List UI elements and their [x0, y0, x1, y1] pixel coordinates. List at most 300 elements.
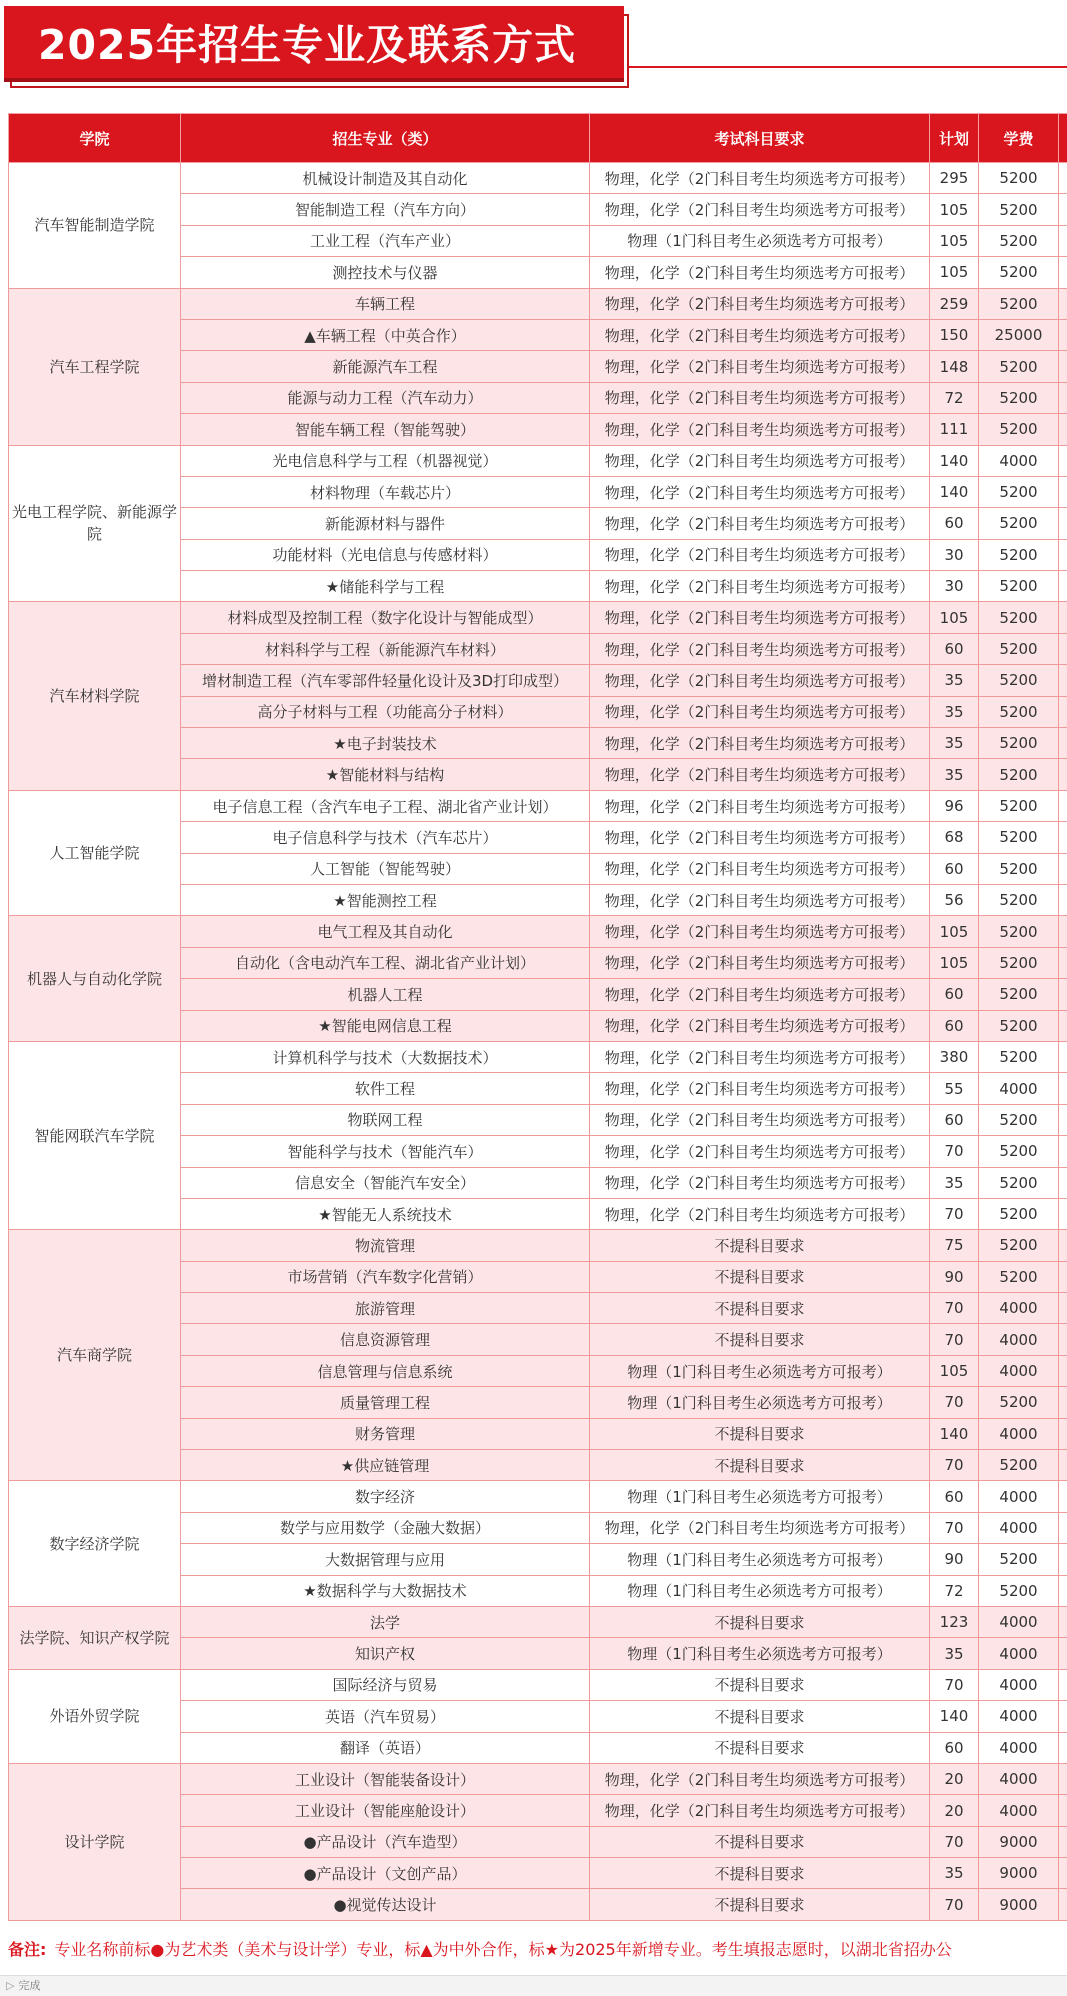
subject-requirement-cell: 不提科目要求: [590, 1732, 930, 1763]
major-cell: 数字经济: [181, 1481, 590, 1512]
major-cell: ★电子封装技术: [181, 728, 590, 759]
extra-cell: [1059, 1575, 1067, 1606]
extra-cell: [1059, 476, 1067, 507]
plan-cell: 60: [930, 633, 979, 664]
tuition-cell: 5200: [979, 728, 1059, 759]
extra-cell: [1059, 1230, 1067, 1261]
subject-requirement-cell: 物理，化学（2门科目考生均须选考方可报考）: [590, 571, 930, 602]
extra-cell: [1059, 1669, 1067, 1700]
extra-cell: [1059, 979, 1067, 1010]
extra-cell: [1059, 1136, 1067, 1167]
table-row: [9, 790, 1067, 821]
major-cell: ★智能电网信息工程: [181, 1010, 590, 1041]
subject-requirement-cell: 物理，化学（2门科目考生均须选考方可报考）: [590, 1763, 930, 1794]
plan-cell: 105: [930, 225, 979, 256]
tuition-cell: 5200: [979, 665, 1059, 696]
tuition-cell: 5200: [979, 759, 1059, 790]
tuition-cell: 5200: [979, 1198, 1059, 1229]
college-cell: 数字经济学院: [9, 1481, 181, 1607]
extra-cell: [1059, 916, 1067, 947]
subject-requirement-cell: 物理，化学（2门科目考生均须选考方可报考）: [590, 1010, 930, 1041]
extra-cell: [1059, 319, 1067, 350]
tuition-cell: 4000: [979, 1073, 1059, 1104]
tuition-cell: 5200: [979, 853, 1059, 884]
subject-requirement-cell: 物理，化学（2门科目考生均须选考方可报考）: [590, 1136, 930, 1167]
plan-cell: 70: [930, 1826, 979, 1857]
major-cell: 财务管理: [181, 1418, 590, 1449]
subject-requirement-cell: 不提科目要求: [590, 1293, 930, 1324]
extra-cell: [1059, 1638, 1067, 1669]
header-divider: [629, 66, 1067, 68]
column-header-plan: 计划: [930, 114, 979, 163]
subject-requirement-cell: 物理，化学（2门科目考生均须选考方可报考）: [590, 665, 930, 696]
plan-cell: 105: [930, 257, 979, 288]
extra-cell: [1059, 382, 1067, 413]
subject-requirement-cell: 物理，化学（2门科目考生均须选考方可报考）: [590, 916, 930, 947]
extra-cell: [1059, 1512, 1067, 1543]
major-cell: 材料物理（车载芯片）: [181, 476, 590, 507]
extra-cell: [1059, 1293, 1067, 1324]
tuition-cell: 5200: [979, 571, 1059, 602]
major-cell: 测控技术与仪器: [181, 257, 590, 288]
subject-requirement-cell: 物理，化学（2门科目考生均须选考方可报考）: [590, 1167, 930, 1198]
major-cell: 法学: [181, 1606, 590, 1637]
extra-cell: [1059, 194, 1067, 225]
subject-requirement-cell: 不提科目要求: [590, 1701, 930, 1732]
status-text: 完成: [18, 1979, 40, 1992]
college-cell: 汽车工程学院: [9, 288, 181, 445]
major-cell: 智能制造工程（汽车方向）: [181, 194, 590, 225]
plan-cell: 70: [930, 1293, 979, 1324]
major-cell: ●产品设计（文创产品）: [181, 1858, 590, 1889]
major-cell: 电气工程及其自动化: [181, 916, 590, 947]
major-cell: 新能源汽车工程: [181, 351, 590, 382]
tuition-cell: 5200: [979, 1167, 1059, 1198]
plan-cell: 70: [930, 1512, 979, 1543]
extra-cell: [1059, 163, 1067, 194]
plan-cell: 90: [930, 1544, 979, 1575]
page-title: 2025年招生专业及联系方式: [38, 14, 576, 76]
plan-cell: 35: [930, 1858, 979, 1889]
major-cell: 知识产权: [181, 1638, 590, 1669]
tuition-cell: 5200: [979, 884, 1059, 915]
subject-requirement-cell: 物理（1门科目考生必须选考方可报考）: [590, 1575, 930, 1606]
extra-cell: [1059, 1418, 1067, 1449]
major-cell: 工业设计（智能座舱设计）: [181, 1795, 590, 1826]
extra-cell: [1059, 947, 1067, 978]
note-text: 专业名称前标●为艺术类（美术与设计学）专业，标▲为中外合作，标★为2025年新增专业。考生填报志愿时，以湖北省招办公: [54, 1940, 951, 1959]
extra-cell: [1059, 508, 1067, 539]
tuition-cell: 4000: [979, 1732, 1059, 1763]
subject-requirement-cell: 物理，化学（2门科目考生均须选考方可报考）: [590, 319, 930, 350]
major-cell: 软件工程: [181, 1073, 590, 1104]
plan-cell: 90: [930, 1261, 979, 1292]
extra-cell: [1059, 696, 1067, 727]
subject-requirement-cell: 物理，化学（2门科目考生均须选考方可报考）: [590, 1104, 930, 1135]
table-row: [9, 1041, 1067, 1072]
extra-cell: [1059, 445, 1067, 476]
tuition-cell: 5200: [979, 602, 1059, 633]
subject-requirement-cell: 物理（1门科目考生必须选考方可报考）: [590, 1355, 930, 1386]
plan-cell: 75: [930, 1230, 979, 1261]
tuition-cell: 9000: [979, 1858, 1059, 1889]
tuition-cell: 5200: [979, 414, 1059, 445]
subject-requirement-cell: 不提科目要求: [590, 1669, 930, 1700]
tuition-cell: 5200: [979, 194, 1059, 225]
plan-cell: 56: [930, 884, 979, 915]
tuition-cell: 5200: [979, 476, 1059, 507]
extra-cell: [1059, 1198, 1067, 1229]
major-cell: 质量管理工程: [181, 1387, 590, 1418]
tuition-cell: 5200: [979, 382, 1059, 413]
subject-requirement-cell: 物理（1门科目考生必须选考方可报考）: [590, 1544, 930, 1575]
major-cell: ★智能材料与结构: [181, 759, 590, 790]
major-cell: 物流管理: [181, 1230, 590, 1261]
plan-cell: 70: [930, 1450, 979, 1481]
plan-cell: 70: [930, 1889, 979, 1920]
column-header-college: 学院: [9, 114, 181, 163]
tuition-cell: 9000: [979, 1826, 1059, 1857]
subject-requirement-cell: 物理，化学（2门科目考生均须选考方可报考）: [590, 790, 930, 821]
tuition-cell: 4000: [979, 445, 1059, 476]
tuition-cell: 4000: [979, 1795, 1059, 1826]
plan-cell: 60: [930, 1732, 979, 1763]
title-banner: [4, 6, 624, 82]
tuition-cell: 5200: [979, 696, 1059, 727]
tuition-cell: 5200: [979, 947, 1059, 978]
major-cell: ★智能测控工程: [181, 884, 590, 915]
footer-note: [8, 1937, 1067, 1963]
subject-requirement-cell: 物理，化学（2门科目考生均须选考方可报考）: [590, 194, 930, 225]
plan-cell: 105: [930, 1355, 979, 1386]
admissions-table: [8, 113, 1067, 1921]
plan-cell: 140: [930, 476, 979, 507]
subject-requirement-cell: 物理（1门科目考生必须选考方可报考）: [590, 1638, 930, 1669]
tuition-cell: 5200: [979, 633, 1059, 664]
subject-requirement-cell: 物理，化学（2门科目考生均须选考方可报考）: [590, 602, 930, 633]
major-cell: 自动化（含电动汽车工程、湖北省产业计划）: [181, 947, 590, 978]
tuition-cell: 5200: [979, 1104, 1059, 1135]
subject-requirement-cell: 物理，化学（2门科目考生均须选考方可报考）: [590, 979, 930, 1010]
table-row: [9, 1230, 1067, 1261]
tuition-cell: 5200: [979, 225, 1059, 256]
tuition-cell: 5200: [979, 916, 1059, 947]
major-cell: 信息资源管理: [181, 1324, 590, 1355]
tuition-cell: 5200: [979, 351, 1059, 382]
subject-requirement-cell: 物理，化学（2门科目考生均须选考方可报考）: [590, 288, 930, 319]
plan-cell: 70: [930, 1136, 979, 1167]
college-cell: 人工智能学院: [9, 790, 181, 916]
extra-cell: [1059, 1104, 1067, 1135]
status-bar: [0, 1975, 1067, 1996]
tuition-cell: 5200: [979, 1230, 1059, 1261]
subject-requirement-cell: 物理，化学（2门科目考生均须选考方可报考）: [590, 1198, 930, 1229]
plan-cell: 68: [930, 822, 979, 853]
college-cell: 光电工程学院、新能源学院: [9, 445, 181, 602]
major-cell: 能源与动力工程（汽车动力）: [181, 382, 590, 413]
table-row: [9, 163, 1067, 194]
major-cell: 信息安全（智能汽车安全）: [181, 1167, 590, 1198]
major-cell: 电子信息科学与技术（汽车芯片）: [181, 822, 590, 853]
tuition-cell: 4000: [979, 1701, 1059, 1732]
tuition-cell: 5200: [979, 1544, 1059, 1575]
extra-cell: [1059, 1889, 1067, 1920]
tuition-cell: 5200: [979, 539, 1059, 570]
extra-cell: [1059, 257, 1067, 288]
plan-cell: 70: [930, 1198, 979, 1229]
plan-cell: 96: [930, 790, 979, 821]
tuition-cell: 5200: [979, 1450, 1059, 1481]
major-cell: 材料科学与工程（新能源汽车材料）: [181, 633, 590, 664]
plan-cell: 60: [930, 979, 979, 1010]
major-cell: ★数据科学与大数据技术: [181, 1575, 590, 1606]
plan-cell: 380: [930, 1041, 979, 1072]
extra-cell: [1059, 1261, 1067, 1292]
page-status-icon: ▷: [6, 1976, 14, 1996]
tuition-cell: 5200: [979, 1261, 1059, 1292]
extra-cell: [1059, 1010, 1067, 1041]
tuition-cell: 5200: [979, 1575, 1059, 1606]
column-header-major: 招生专业（类）: [181, 114, 590, 163]
table-header-row: [9, 114, 1067, 163]
subject-requirement-cell: 不提科目要求: [590, 1450, 930, 1481]
major-cell: 工业设计（智能装备设计）: [181, 1763, 590, 1794]
plan-cell: 111: [930, 414, 979, 445]
admissions-table-container: [8, 113, 1067, 1928]
plan-cell: 35: [930, 665, 979, 696]
extra-cell: [1059, 1355, 1067, 1386]
major-cell: ●产品设计（汽车造型）: [181, 1826, 590, 1857]
table-row: [9, 1481, 1067, 1512]
plan-cell: 123: [930, 1606, 979, 1637]
major-cell: 光电信息科学与工程（机器视觉）: [181, 445, 590, 476]
subject-requirement-cell: 物理，化学（2门科目考生均须选考方可报考）: [590, 728, 930, 759]
extra-cell: [1059, 1606, 1067, 1637]
extra-cell: [1059, 602, 1067, 633]
extra-cell: [1059, 1167, 1067, 1198]
table-row: [9, 1763, 1067, 1794]
college-cell: 汽车材料学院: [9, 602, 181, 790]
column-header-subjects: 考试科目要求: [590, 114, 930, 163]
plan-cell: 105: [930, 602, 979, 633]
subject-requirement-cell: 不提科目要求: [590, 1230, 930, 1261]
subject-requirement-cell: 物理，化学（2门科目考生均须选考方可报考）: [590, 759, 930, 790]
subject-requirement-cell: 物理（1门科目考生必须选考方可报考）: [590, 1387, 930, 1418]
major-cell: 新能源材料与器件: [181, 508, 590, 539]
tuition-cell: 4000: [979, 1324, 1059, 1355]
college-cell: 机器人与自动化学院: [9, 916, 181, 1042]
subject-requirement-cell: 物理，化学（2门科目考生均须选考方可报考）: [590, 696, 930, 727]
subject-requirement-cell: 不提科目要求: [590, 1324, 930, 1355]
college-cell: 法学院、知识产权学院: [9, 1606, 181, 1669]
major-cell: ★供应链管理: [181, 1450, 590, 1481]
plan-cell: 30: [930, 571, 979, 602]
plan-cell: 60: [930, 853, 979, 884]
major-cell: 智能科学与技术（智能汽车）: [181, 1136, 590, 1167]
plan-cell: 35: [930, 759, 979, 790]
extra-cell: [1059, 414, 1067, 445]
tuition-cell: 4000: [979, 1481, 1059, 1512]
extra-cell: [1059, 1387, 1067, 1418]
tuition-cell: 4000: [979, 1418, 1059, 1449]
plan-cell: 35: [930, 728, 979, 759]
major-cell: 功能材料（光电信息与传感材料）: [181, 539, 590, 570]
table-row: [9, 445, 1067, 476]
plan-cell: 140: [930, 1418, 979, 1449]
plan-cell: 20: [930, 1795, 979, 1826]
tuition-cell: 4000: [979, 1355, 1059, 1386]
column-header-extra: [1059, 114, 1067, 163]
extra-cell: [1059, 539, 1067, 570]
major-cell: ●视觉传达设计: [181, 1889, 590, 1920]
plan-cell: 35: [930, 696, 979, 727]
subject-requirement-cell: 物理，化学（2门科目考生均须选考方可报考）: [590, 382, 930, 413]
extra-cell: [1059, 571, 1067, 602]
extra-cell: [1059, 1481, 1067, 1512]
column-header-tuition: 学费: [979, 114, 1059, 163]
subject-requirement-cell: 物理，化学（2门科目考生均须选考方可报考）: [590, 1041, 930, 1072]
major-cell: 市场营销（汽车数字化营销）: [181, 1261, 590, 1292]
table-row: [9, 1669, 1067, 1700]
major-cell: 英语（汽车贸易）: [181, 1701, 590, 1732]
plan-cell: 60: [930, 1481, 979, 1512]
extra-cell: [1059, 1041, 1067, 1072]
extra-cell: [1059, 1701, 1067, 1732]
extra-cell: [1059, 288, 1067, 319]
major-cell: 人工智能（智能驾驶）: [181, 853, 590, 884]
subject-requirement-cell: 物理，化学（2门科目考生均须选考方可报考）: [590, 1073, 930, 1104]
extra-cell: [1059, 1795, 1067, 1826]
major-cell: 数学与应用数学（金融大数据）: [181, 1512, 590, 1543]
extra-cell: [1059, 728, 1067, 759]
plan-cell: 140: [930, 1701, 979, 1732]
plan-cell: 150: [930, 319, 979, 350]
major-cell: 增材制造工程（汽车零部件轻量化设计及3D打印成型）: [181, 665, 590, 696]
subject-requirement-cell: 物理，化学（2门科目考生均须选考方可报考）: [590, 539, 930, 570]
extra-cell: [1059, 225, 1067, 256]
extra-cell: [1059, 351, 1067, 382]
tuition-cell: 4000: [979, 1512, 1059, 1543]
note-label: 备注:: [8, 1940, 46, 1959]
college-cell: 汽车商学院: [9, 1230, 181, 1481]
major-cell: 高分子材料与工程（功能高分子材料）: [181, 696, 590, 727]
subject-requirement-cell: 物理（1门科目考生必须选考方可报考）: [590, 1481, 930, 1512]
major-cell: 材料成型及控制工程（数字化设计与智能成型）: [181, 602, 590, 633]
tuition-cell: 5200: [979, 1041, 1059, 1072]
tuition-cell: 5200: [979, 1387, 1059, 1418]
major-cell: 物联网工程: [181, 1104, 590, 1135]
major-cell: 计算机科学与技术（大数据技术）: [181, 1041, 590, 1072]
major-cell: 信息管理与信息系统: [181, 1355, 590, 1386]
subject-requirement-cell: 物理，化学（2门科目考生均须选考方可报考）: [590, 163, 930, 194]
extra-cell: [1059, 665, 1067, 696]
extra-cell: [1059, 633, 1067, 664]
extra-cell: [1059, 1450, 1067, 1481]
extra-cell: [1059, 853, 1067, 884]
tuition-cell: 5200: [979, 1010, 1059, 1041]
tuition-cell: 4000: [979, 1763, 1059, 1794]
plan-cell: 72: [930, 1575, 979, 1606]
subject-requirement-cell: 不提科目要求: [590, 1418, 930, 1449]
college-cell: 设计学院: [9, 1763, 181, 1920]
tuition-cell: 5200: [979, 1136, 1059, 1167]
subject-requirement-cell: 不提科目要求: [590, 1858, 930, 1889]
table-row: [9, 602, 1067, 633]
major-cell: 机器人工程: [181, 979, 590, 1010]
plan-cell: 105: [930, 916, 979, 947]
major-cell: 智能车辆工程（智能驾驶）: [181, 414, 590, 445]
college-cell: 汽车智能制造学院: [9, 163, 181, 289]
subject-requirement-cell: 物理，化学（2门科目考生均须选考方可报考）: [590, 476, 930, 507]
extra-cell: [1059, 1544, 1067, 1575]
extra-cell: [1059, 1073, 1067, 1104]
extra-cell: [1059, 1763, 1067, 1794]
subject-requirement-cell: 物理，化学（2门科目考生均须选考方可报考）: [590, 445, 930, 476]
plan-cell: 35: [930, 1638, 979, 1669]
extra-cell: [1059, 759, 1067, 790]
plan-cell: 148: [930, 351, 979, 382]
plan-cell: 105: [930, 947, 979, 978]
subject-requirement-cell: 物理，化学（2门科目考生均须选考方可报考）: [590, 414, 930, 445]
tuition-cell: 5200: [979, 257, 1059, 288]
major-cell: 大数据管理与应用: [181, 1544, 590, 1575]
subject-requirement-cell: 物理，化学（2门科目考生均须选考方可报考）: [590, 822, 930, 853]
plan-cell: 60: [930, 508, 979, 539]
tuition-cell: 5200: [979, 288, 1059, 319]
tuition-cell: 4000: [979, 1669, 1059, 1700]
plan-cell: 259: [930, 288, 979, 319]
extra-cell: [1059, 822, 1067, 853]
subject-requirement-cell: 不提科目要求: [590, 1889, 930, 1920]
tuition-cell: 5200: [979, 822, 1059, 853]
subject-requirement-cell: 物理，化学（2门科目考生均须选考方可报考）: [590, 351, 930, 382]
subject-requirement-cell: 不提科目要求: [590, 1826, 930, 1857]
tuition-cell: 9000: [979, 1889, 1059, 1920]
plan-cell: 140: [930, 445, 979, 476]
major-cell: ★储能科学与工程: [181, 571, 590, 602]
plan-cell: 70: [930, 1324, 979, 1355]
subject-requirement-cell: 物理，化学（2门科目考生均须选考方可报考）: [590, 257, 930, 288]
major-cell: 车辆工程: [181, 288, 590, 319]
major-cell: 旅游管理: [181, 1293, 590, 1324]
tuition-cell: 4000: [979, 1638, 1059, 1669]
table-row: [9, 916, 1067, 947]
plan-cell: 20: [930, 1763, 979, 1794]
subject-requirement-cell: 不提科目要求: [590, 1606, 930, 1637]
plan-cell: 295: [930, 163, 979, 194]
plan-cell: 105: [930, 194, 979, 225]
table-row: [9, 288, 1067, 319]
subject-requirement-cell: 物理（1门科目考生必须选考方可报考）: [590, 225, 930, 256]
extra-cell: [1059, 1826, 1067, 1857]
subject-requirement-cell: 物理，化学（2门科目考生均须选考方可报考）: [590, 947, 930, 978]
tuition-cell: 5200: [979, 790, 1059, 821]
table-row: [9, 1606, 1067, 1637]
tuition-cell: 5200: [979, 163, 1059, 194]
major-cell: 电子信息工程（含汽车电子工程、湖北省产业计划）: [181, 790, 590, 821]
subject-requirement-cell: 物理，化学（2门科目考生均须选考方可报考）: [590, 853, 930, 884]
plan-cell: 72: [930, 382, 979, 413]
extra-cell: [1059, 790, 1067, 821]
extra-cell: [1059, 1858, 1067, 1889]
major-cell: ★智能无人系统技术: [181, 1198, 590, 1229]
subject-requirement-cell: 物理，化学（2门科目考生均须选考方可报考）: [590, 884, 930, 915]
subject-requirement-cell: 不提科目要求: [590, 1261, 930, 1292]
major-cell: ▲车辆工程（中英合作）: [181, 319, 590, 350]
plan-cell: 35: [930, 1167, 979, 1198]
college-cell: 外语外贸学院: [9, 1669, 181, 1763]
subject-requirement-cell: 物理，化学（2门科目考生均须选考方可报考）: [590, 508, 930, 539]
